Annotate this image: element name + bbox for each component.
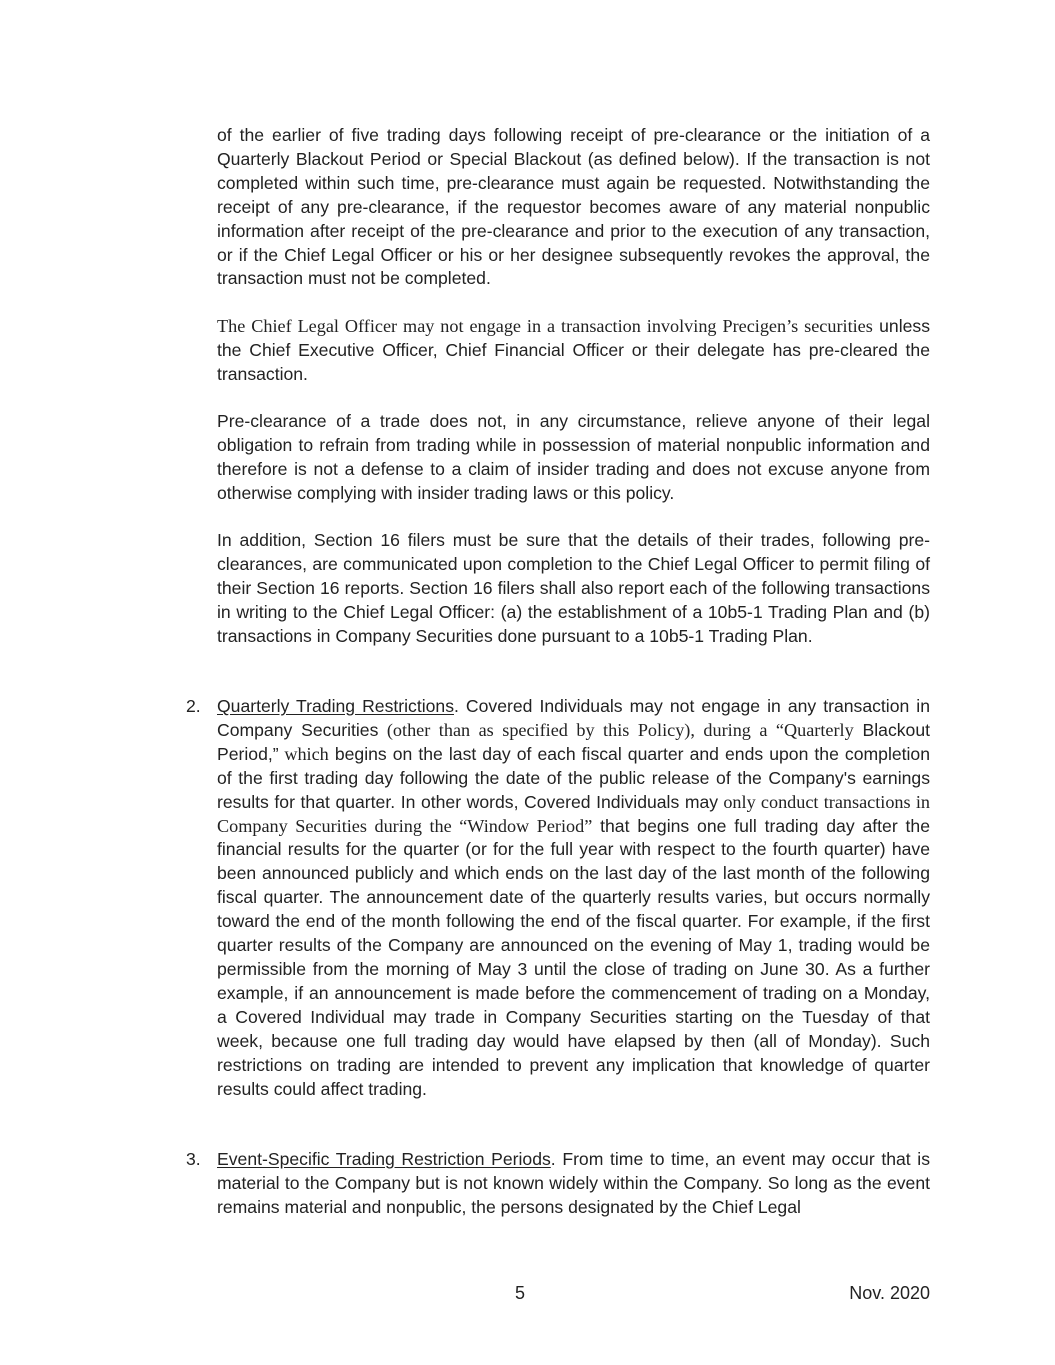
section-heading-quarterly-trading: Quarterly Trading Restrictions [217,696,454,716]
paragraph-chief-legal-officer [217,315,930,387]
paragraph-preclearance-obligation [217,410,930,506]
paragraph-text-serif: The Chief Legal Officer may not engage in a transaction involving Precigen’s securities [217,316,873,336]
section-text: begins on the last day of each fiscal quarter and ends upon the completion of the first trading day following the date of the public release of the Company's earnings results for that quarter. In other words, Covered Individuals may [217,743,931,812]
paragraph-text: of the earlier of five trading days following receipt of pre-clearance or the initiation of a Quarterly Blackout Period or Special Blackout (as defined below). If the transaction is not completed within such time, pre-clearance must again be requested. Notwithstanding the receipt of any pre-clearance, if the requestor becomes aware of any material nonpublic information after receipt of the pre-clearance and prior to the execution of any transaction, or if the Chief Legal Officer or his or her designee subsequently revokes the approval, the transaction must not be completed. [217,125,930,289]
paragraph-text: unless the Chief Executive Officer, Chief Financial Officer or their delegate has pre-cleared the transaction. [217,316,930,384]
section-heading-event-specific: Event-Specific Trading Restriction Periods [217,1149,551,1169]
section-text: that begins one full trading day after the financial results for the quarter (or for the full year with respect to the fourth quarter) have been announced publicly and which ends on the last day of the last month of the following fiscal quarter. The announcement date of the quarterly results varies, but occurs normally toward the end of the month following the end of the fiscal quarter. For example, if the first quarter results of the Company are announced on the evening of May 1, trading would be permissible from the morning of May 3 until the close of trading on June 30. As a further example, if an announcement is made before the commencement of trading on a Monday, a Covered Individual may trade in Company Securities starting on the Tuesday of that week, because one full trading day would have elapsed by then (all of Monday). Such restrictions on trading are intended to prevent any implication that knowledge of quarter results could affect trading. [217,815,931,1099]
section-event-specific-trading-restriction [217,1148,930,1220]
paragraph-section16-filers [217,529,930,649]
section-text: . From time to time, an event may occur that is material to the Company but is not known widely within the Company. So long as the event remains material and nonpublic, the persons designated by the Chief Legal [217,1149,930,1217]
paragraph-text: In addition, Section 16 filers must be sure that the details of their trades, following pre-clearances, are communicated upon completion to the Chief Legal Officer to permit filing of their Section 16 reports. Section 16 filers shall also report each of the following transactions in writing to the Chief Legal Officer: (a) the establishment of a 10b5-1 Trading Plan and (b) transactions in Company Securities done pursuant to a 10b5-1 Trading Plan. [217,530,930,646]
page-number: 5 [515,1283,526,1303]
section-quarterly-trading-restrictions [217,695,930,1101]
section-number-3: 3. [186,1149,201,1169]
paragraph-preclearance-timing [217,124,930,291]
section-text-serif: which [278,743,329,764]
section-number-2: 2. [186,696,201,716]
section-text: Blackout Period,” [217,719,930,764]
section-text-serif: only conduct transactions in Company Securities during the “Window Period” [217,791,930,836]
section-text-serif: (other than as specified by this Policy), during a “Quarterly [378,719,854,740]
paragraph-text: Pre-clearance of a trade does not, in any circumstance, relieve anyone of their legal obligation to refrain from trading while in possession of material nonpublic information and therefore is not a defense to a claim of insider trading and does not excuse anyone from otherwise complying with insider trading laws or this policy. [217,411,930,503]
footer-date: Nov. 2020 [849,1283,930,1303]
section-text: . Covered Individuals may not engage in any transaction in Company Securities [217,696,930,740]
